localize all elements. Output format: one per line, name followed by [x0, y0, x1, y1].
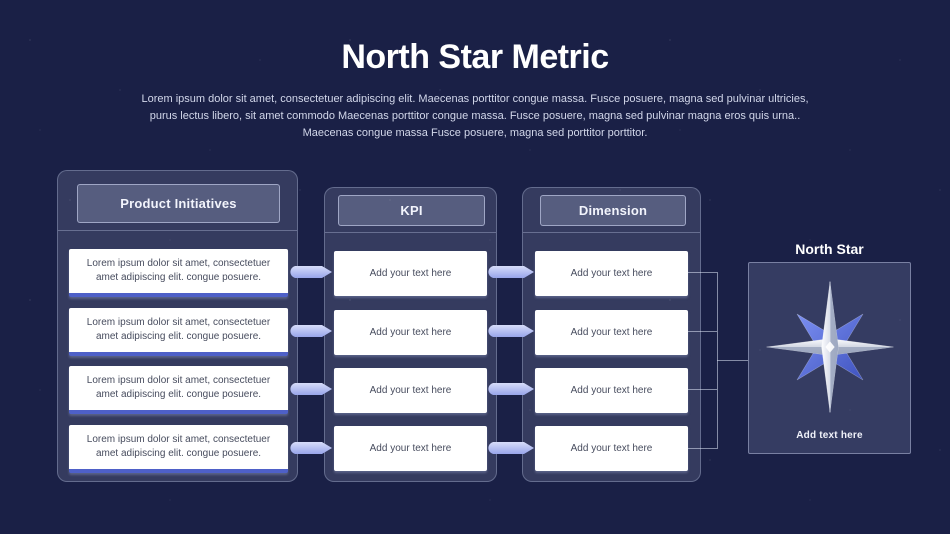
arrow-right-icon — [485, 324, 535, 338]
description-line: purus lectus libero, sit amet commodo Maecenas porttitor congue massa. Fusce posuere, magna sed pulvinar magna eros quis urna.. — [149, 110, 801, 122]
connector-line — [688, 331, 717, 332]
column-divider — [325, 232, 496, 233]
connector-line — [688, 389, 717, 390]
arrow-right-icon — [287, 324, 333, 338]
north-star-caption[interactable]: Add text here — [796, 430, 863, 441]
column-header-product-initiatives: Product Initiatives — [77, 184, 280, 223]
description-line: Lorem ipsum dolor sit amet, consectetuer adipiscing elit. Maecenas porttitor congue massa. Fusce posuere, magna sed pulvinar ultricies, — [141, 93, 809, 105]
column-divider — [58, 230, 297, 231]
column-header-kpi: KPI — [338, 195, 485, 226]
column-kpi — [324, 187, 497, 482]
kpi-text-placeholder[interactable]: Add your text here — [334, 368, 487, 413]
kpi-text-placeholder[interactable]: Add your text here — [334, 426, 487, 471]
column-header-dimension: Dimension — [540, 195, 686, 226]
arrow-right-icon — [485, 382, 535, 396]
arrow-right-icon — [287, 382, 333, 396]
description — [0, 91, 950, 142]
column-dimension — [522, 187, 701, 482]
kpi-text-placeholder[interactable]: Add your text here — [334, 251, 487, 296]
product-initiative-card[interactable]: Lorem ipsum dolor sit amet, consectetuer amet adipiscing elit. congue posuere. — [69, 366, 288, 414]
dimension-text-placeholder[interactable]: Add your text here — [535, 368, 688, 413]
product-initiative-card[interactable]: Lorem ipsum dolor sit amet, consectetuer amet adipiscing elit. congue posuere. — [69, 249, 288, 297]
product-initiative-card[interactable]: Lorem ipsum dolor sit amet, consectetuer amet adipiscing elit. congue posuere. — [69, 308, 288, 356]
column-divider — [523, 232, 700, 233]
arrow-right-icon — [287, 441, 333, 455]
connector-line — [688, 272, 717, 273]
connector-line — [717, 360, 748, 361]
arrow-right-icon — [287, 265, 333, 279]
page-title: North Star Metric — [341, 38, 609, 76]
dimension-text-placeholder[interactable]: Add your text here — [535, 310, 688, 355]
north-star-label: North Star — [795, 241, 864, 257]
arrow-right-icon — [485, 441, 535, 455]
column-product-initiatives — [57, 170, 298, 482]
kpi-text-placeholder[interactable]: Add your text here — [334, 310, 487, 355]
compass-star-icon — [760, 277, 900, 417]
product-initiative-card[interactable]: Lorem ipsum dolor sit amet, consectetuer amet adipiscing elit. congue posuere. — [69, 425, 288, 473]
north-star-panel — [748, 262, 911, 454]
arrow-right-icon — [485, 265, 535, 279]
dimension-text-placeholder[interactable]: Add your text here — [535, 426, 688, 471]
description-line: Maecenas congue massa Fusce posuere, magna sed porttitor porttitor. — [302, 127, 648, 139]
dimension-text-placeholder[interactable]: Add your text here — [535, 251, 688, 296]
connector-line — [688, 448, 717, 449]
